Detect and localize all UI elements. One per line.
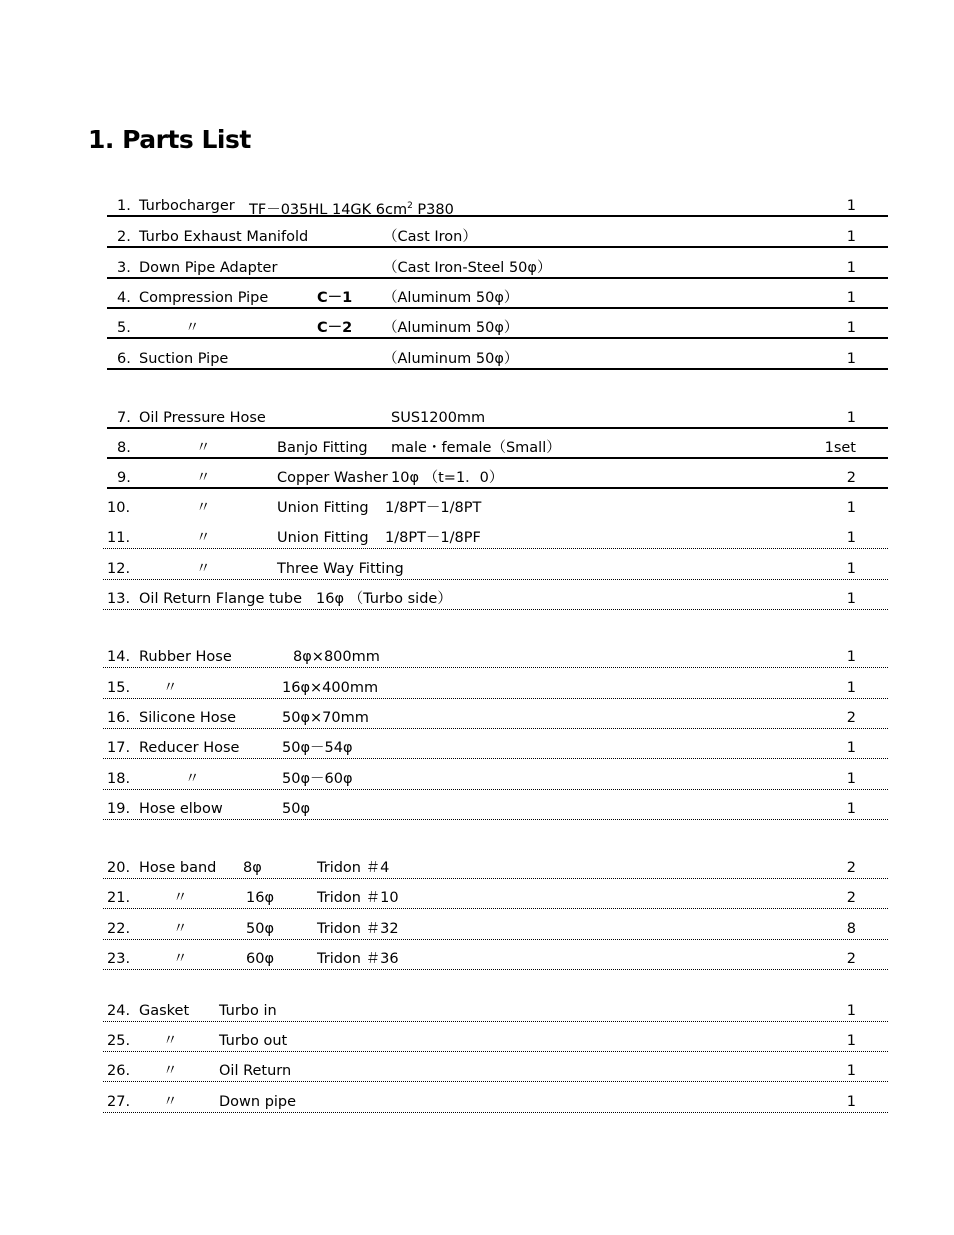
item-code: C－1 [317,290,353,306]
item-number: 9. [117,470,131,486]
item-quantity: 1 [846,500,856,516]
item-spec-text: TF－035HL 14GK 6cm [249,201,408,218]
ditto-mark: 〃 [163,1094,178,1110]
item-quantity: 1 [846,771,856,787]
item-quantity: 1 [846,649,856,665]
ditto-mark: 〃 [185,320,200,336]
item-spec: Turbo out [219,1033,288,1049]
page-title: 1. Parts List [88,125,251,154]
item-quantity: 1 [846,410,856,426]
parts-row-24 [103,1000,888,1022]
parts-row-18 [103,768,888,790]
item-spec: 50φ [282,801,311,817]
item-spec-text-b: P380 [412,201,454,218]
item-number: 19. [107,801,131,817]
item-number: 5. [117,320,131,336]
item-number: 15. [107,680,131,696]
item-quantity: 1 [846,591,856,607]
item-material: （Aluminum 50φ） [383,320,519,336]
item-spec: 50φ－60φ [282,771,353,787]
item-quantity: 1set [824,440,856,456]
item-number: 7. [117,410,131,426]
item-spec: 50φ－54φ [282,740,353,756]
ditto-mark: 〃 [196,440,211,456]
parts-row-9 [107,467,888,489]
item-name: Compression Pipe [139,290,269,306]
item-type: Union Fitting [277,530,369,546]
item-spec [249,195,454,221]
item-number: 27. [107,1094,131,1110]
item-material: （Cast Iron） [383,229,477,245]
item-quantity: 1 [846,561,856,577]
item-spec: SUS1200mm [391,410,486,426]
item-name: Suction Pipe [139,351,229,367]
item-quantity: 1 [846,1063,856,1079]
ditto-mark: 〃 [163,1063,178,1079]
parts-row-11 [103,527,888,549]
parts-row-13 [103,588,888,610]
item-spec: male・female（Small） [391,440,561,456]
item-size: 16φ [246,890,275,906]
item-spec: Tridon ＃36 [317,951,399,967]
parts-row-17 [103,737,888,759]
item-spec: Tridon ＃4 [317,860,390,876]
item-code: C－2 [317,320,353,336]
item-material: （Cast Iron-Steel 50φ） [383,260,552,276]
item-material: （Aluminum 50φ） [383,351,519,367]
item-quantity: 1 [846,530,856,546]
parts-row-4 [107,287,888,309]
item-number: 6. [117,351,131,367]
item-name: Gasket [139,1003,190,1019]
item-quantity: 2 [846,470,856,486]
item-type: Three Way Fitting [277,561,404,577]
superscript: 2 [407,201,413,211]
item-quantity: 2 [846,710,856,726]
item-spec: Oil Return [219,1063,292,1079]
parts-row-19 [103,798,888,820]
item-number: 11. [107,530,131,546]
ditto-mark: 〃 [173,921,188,937]
item-number: 3. [117,260,131,276]
parts-row-15 [103,677,888,699]
item-name: Rubber Hose [139,649,232,665]
item-number: 22. [107,921,131,937]
parts-row-8 [107,437,888,459]
ditto-mark: 〃 [173,890,188,906]
ditto-mark: 〃 [196,530,211,546]
item-spec: 16φ×400mm [282,680,379,696]
parts-row-5 [107,317,888,339]
item-spec: 10φ （t=1．0） [391,470,504,486]
item-number: 1. [117,198,131,214]
item-number: 13. [107,591,131,607]
item-number: 12. [107,561,131,577]
item-quantity: 8 [846,921,856,937]
item-quantity: 1 [846,229,856,245]
item-spec: Tridon ＃32 [317,921,399,937]
item-name: Oil Pressure Hose [139,410,266,426]
item-number: 10. [107,500,131,516]
item-number: 23. [107,951,131,967]
item-quantity: 1 [846,1003,856,1019]
parts-row-25 [103,1030,888,1052]
item-quantity: 2 [846,951,856,967]
item-size: 60φ [246,951,275,967]
item-name: Oil Return Flange tube [139,591,302,607]
parts-row-22 [103,918,888,940]
parts-row-27 [103,1091,888,1113]
item-spec: Turbo in [219,1003,277,1019]
ditto-mark: 〃 [196,561,211,577]
item-quantity: 1 [846,740,856,756]
parts-row-14 [103,646,888,668]
item-spec: 50φ×70mm [282,710,369,726]
item-number: 16. [107,710,131,726]
parts-row-1 [107,195,888,217]
ditto-mark: 〃 [196,470,211,486]
item-number: 8. [117,440,131,456]
ditto-mark: 〃 [196,500,211,516]
ditto-mark: 〃 [163,680,178,696]
item-name: Hose band [139,860,217,876]
parts-row-3 [107,257,888,279]
item-number: 2. [117,229,131,245]
item-name: Turbo Exhaust Manifold [139,229,309,245]
item-number: 17. [107,740,131,756]
item-name: Silicone Hose [139,710,237,726]
item-spec: 1/8PT－1/8PF [385,530,481,546]
item-number: 21. [107,890,131,906]
item-name: Down Pipe Adapter [139,260,278,276]
item-quantity: 1 [846,801,856,817]
parts-row-12 [103,558,888,580]
item-quantity: 1 [846,290,856,306]
item-quantity: 1 [846,1094,856,1110]
item-number: 4. [117,290,131,306]
item-number: 14. [107,649,131,665]
parts-row-16 [103,707,888,729]
parts-row-10 [107,497,888,519]
item-material: （Aluminum 50φ） [383,290,519,306]
parts-row-26 [103,1060,888,1082]
item-type: Copper Washer [277,470,388,486]
item-number: 25. [107,1033,131,1049]
parts-row-6 [107,348,888,370]
item-spec: Down pipe [219,1094,297,1110]
item-spec: Tridon ＃10 [317,890,399,906]
item-name: Hose elbow [139,801,223,817]
ditto-mark: 〃 [173,951,188,967]
item-type: Banjo Fitting [277,440,368,456]
ditto-mark: 〃 [163,1033,178,1049]
parts-row-23 [103,948,888,970]
parts-row-21 [103,887,888,909]
item-name: Reducer Hose [139,740,240,756]
item-spec: 8φ×800mm [293,649,380,665]
parts-row-20 [103,857,888,879]
item-quantity: 1 [846,320,856,336]
item-quantity: 1 [846,1033,856,1049]
item-number: 24. [107,1003,131,1019]
item-type: Union Fitting [277,500,369,516]
item-spec: 16φ （Turbo side） [316,591,452,607]
parts-row-2 [107,226,888,248]
parts-row-7 [107,407,888,429]
item-quantity: 2 [846,860,856,876]
ditto-mark: 〃 [185,771,200,787]
item-quantity: 1 [846,198,856,214]
item-quantity: 1 [846,260,856,276]
item-size: 50φ [246,921,275,937]
item-quantity: 1 [846,351,856,367]
item-size: 8φ [243,860,262,876]
item-quantity: 1 [846,680,856,696]
item-number: 18. [107,771,131,787]
item-number: 20. [107,860,131,876]
item-number: 26. [107,1063,131,1079]
item-spec: 1/8PT－1/8PT [385,500,482,516]
item-quantity: 2 [846,890,856,906]
item-name: Turbocharger [139,198,235,214]
